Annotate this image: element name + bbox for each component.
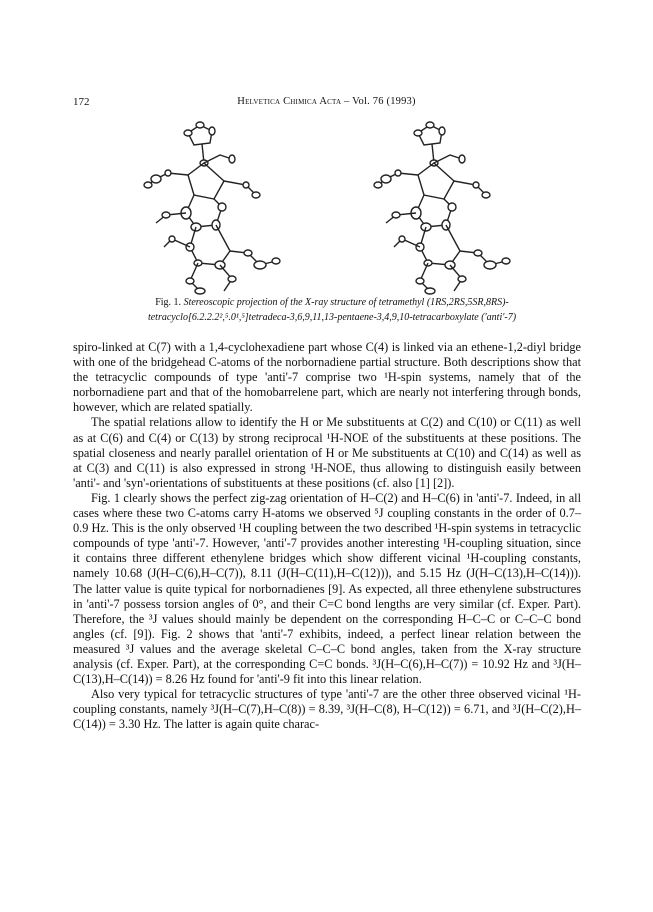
figure-label: Fig. 1. xyxy=(155,297,182,308)
figure-caption xyxy=(100,295,564,325)
page-number: 172 xyxy=(73,96,90,108)
running-head xyxy=(0,96,653,107)
paragraph-4: Also very typical for tetracyclic structures of type 'anti'-7 are the other three observed vicinal ¹H-coupling constants, namely ³J(H–C(7),H–C(8)) = 8.39, ³J(H–C(8), H–C(12)) = 6.71, and ³J(H–C(2),H–C(14)) = 3.30 Hz. The latter is again quite charac- xyxy=(73,687,581,732)
paragraph-1: spiro-linked at C(7) with a 1,4-cyclohexadiene part whose C(4) is linked via an ethene-1,2-diyl bridge with one of the bridgehead C-atoms of the norbornadiene partial structure. Both descriptions show that the tetracyclic compounds of type 'anti'-7 comprise two ¹H-spin systems, namely that of the norbornadiene part and that of the homobarrelene part, which are nearly not interfering through bonds, however, which are related spatially. xyxy=(73,340,581,415)
body-text xyxy=(73,340,581,732)
stereo-right-view xyxy=(374,122,510,294)
paragraph-3: Fig. 1 clearly shows the perfect zig-zag orientation of H–C(2) and H–C(6) in 'anti'-7. Indeed, in all cases where these two C-atoms carry H-atoms we observed ⁵J coupling constants in the order of 0.7–0.9 Hz. This is the only observed ¹H coupling between the two described ¹H-spin systems in tetracyclic compounds of type 'anti'-7. However, 'anti'-7 provides another interesting ¹H-coupling situation, since it contains three different ethenylene bridges which show different vicinal ¹H-coupling constants, namely 10.68 (J(H–C(6),H–C(7)), 8.11 (J(H–C(11),H–C(12))), and 5.15 Hz (J(H–C(13),H–C(14))). The latter value is quite typical for norbornadienes [9]. As expected, all three ethenylene substructures in 'anti'-7 possess torsion angles of 0°, and their C=C bond lengths are very similar (cf. Exper. Part). Therefore, the ³J values should mainly be dependent on the corresponding H–C–C or C–C–C bond angles (cf. [9]). Fig. 2 shows that 'anti'-7 exhibits, indeed, a perfect linear relation between the measured ³J values and the average skeletal C–C–C bond angles, taken from the X-ray structure analysis (cf. Exper. Part), at the corresponding C=C bonds. ³J(H–C(6),H–C(7)) = 10.92 Hz and ³J(H–C(13),H–C(14)) = 8.26 Hz found for 'anti'-9 fit into this linear relation. xyxy=(73,490,581,687)
volume-info: – Vol. 76 (1993) xyxy=(344,96,416,107)
journal-title: Helvetica Chimica Acta xyxy=(237,96,342,107)
stereo-xray-figure xyxy=(108,115,568,295)
paragraph-2: The spatial relations allow to identify the H or Me substituents at C(2) and C(10) or C(11) as well as at C(6) and C(4) or C(13) by strong reciprocal ¹H-NOE of the substituents at these positions. The spatial closeness and nearly parallel orientation of H or Me substituents at C(10) and C(14) as well as at C(3) and C(11) is also expressed in strong ¹H-NOE, thus allowing to distinguish easily between 'anti'- and 'syn'-orientations of substituents at these positions (cf. also [1] [2]). xyxy=(73,415,581,490)
stereo-left-view xyxy=(144,122,280,294)
figure-caption-text: Stereoscopic projection of the X-ray structure of tetramethyl (1RS,2RS,5SR,8RS)-tetracyclo[6.2.2.2²,⁵.0¹,⁵]tetradeca-3,6,9,11,13-pentaene-3,4,9,10-tetracarboxylate ('anti'-7) xyxy=(147,297,517,323)
